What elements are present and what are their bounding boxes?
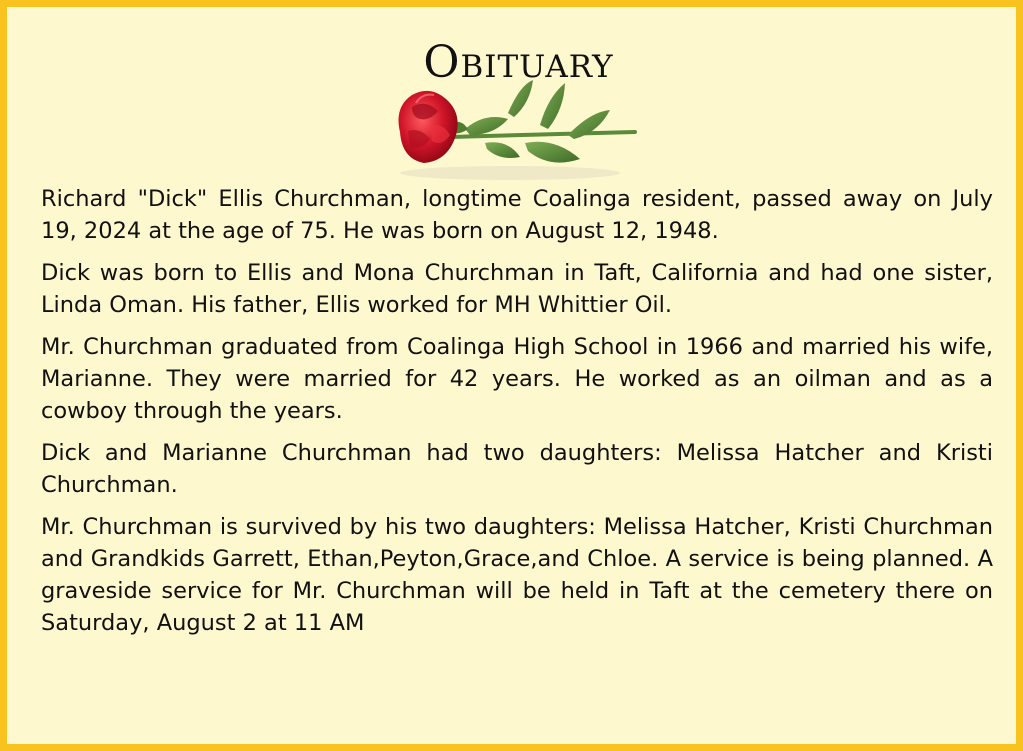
paragraph-survivors-service: Mr. Churchman is survived by his two daughters: Melissa Hatcher, Kristi Churchman and Grandkids Garrett, Ethan,Peyton,Grace,and Chloe. A service is being planned. A graveside service for Mr. Churchman will be held in Taft at the cemetery there on Saturday, August 2 at 11 AM [41, 514, 993, 636]
red-rose-icon [390, 77, 640, 185]
obituary-body [41, 183, 993, 649]
paragraph-death-notice: Richard "Dick" Ellis Churchman, longtime Coalinga resident, passed away on July 19, 2024 at the age of 75. He was born on August 12, 1948. [41, 186, 993, 244]
paragraph-daughters: Dick and Marianne Churchman had two daughters: Melissa Hatcher and Kristi Churchman. [41, 440, 993, 498]
paragraph-family: Dick was born to Ellis and Mona Churchman in Taft, California and had one sister, Linda Oman. His father, Ellis worked for MH Whittier Oil. [41, 260, 993, 318]
obituary-title: Obituary [423, 37, 614, 88]
paragraph-career: Mr. Churchman graduated from Coalinga High School in 1966 and married his wife, Marianne. They were married for 42 years. He worked as an oilman and as a cowboy through the years. [41, 334, 993, 424]
